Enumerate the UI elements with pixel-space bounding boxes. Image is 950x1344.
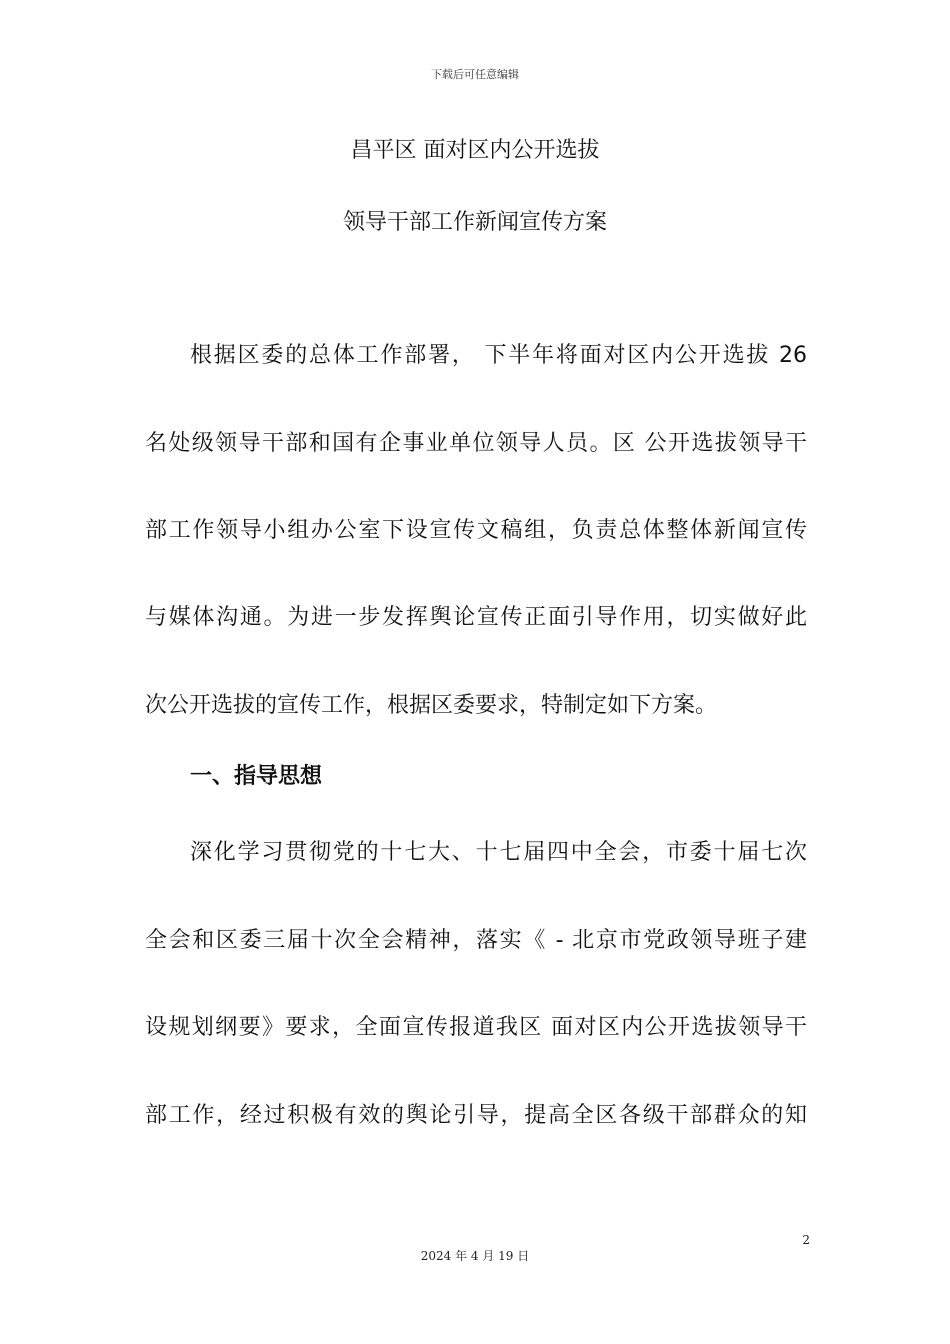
paragraph-1-line-4: 与媒体沟通。为进一步发挥舆论宣传正面引导作用，切实做好此 <box>145 605 807 630</box>
paragraph-2-line-2: 全会和区委三届十次全会精神，落实《 - 北京市党政领导班子建 <box>145 928 807 953</box>
header-note: 下载后可任意编辑 <box>431 68 519 81</box>
document-title-line-2: 领导干部工作新闻宣传方案 <box>342 210 607 235</box>
footer-date: 2024 年 4 月 19 日 <box>420 1249 530 1263</box>
paragraph-1-line-2: 名处级领导干部和国有企事业单位领导人员。区 公开选拔领导干 <box>145 431 807 456</box>
document-title-line-1: 昌平区 面对区内公开选拔 <box>350 138 600 163</box>
paragraph-2-line-1: 深化学习贯彻党的十七大、十七届四中全会，市委十届七次 <box>190 840 807 865</box>
page-number: 2 <box>802 1233 810 1247</box>
section-1-heading: 一、指导思想 <box>190 764 323 789</box>
paragraph-2-line-4: 部工作，经过积极有效的舆论引导，提高全区各级干部群众的知 <box>145 1103 807 1128</box>
paragraph-1-line-5: 次公开选拔的宣传工作，根据区委要求，特制定如下方案。 <box>145 693 718 718</box>
paragraph-2-line-3: 设规划纲要》要求，全面宣传报道我区 面对区内公开选拔领导干 <box>145 1015 807 1040</box>
paragraph-1-line-3: 部工作领导小组办公室下设宣传文稿组，负责总体整体新闻宣传 <box>145 518 807 543</box>
paragraph-1-line-1: 根据区委的总体工作部署， 下半年将面对区内公开选拔 26 <box>190 343 807 368</box>
